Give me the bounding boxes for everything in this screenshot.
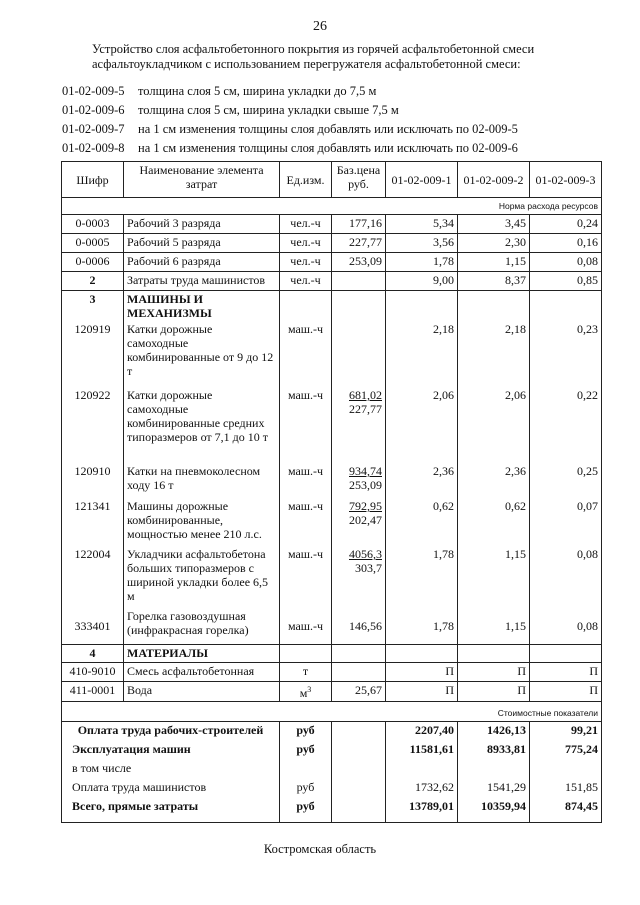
empty-cell	[332, 741, 386, 760]
empty-cell	[332, 760, 386, 779]
row-code: 0-0003	[62, 215, 124, 234]
variant-code: 01-02-009-8	[62, 141, 125, 155]
row-price	[332, 662, 386, 681]
row-code: 122004	[62, 546, 124, 608]
empty-cell	[458, 760, 530, 779]
empty-cell	[332, 644, 386, 662]
empty-cell	[530, 644, 602, 662]
row-code: 120922	[62, 387, 124, 463]
price-main: 681,02	[349, 388, 382, 402]
row-v3: 0,07	[530, 498, 602, 546]
row-name: Машины дорожные комбинированные, мощностью менее 210 л.с.	[124, 498, 280, 546]
section-unit: чел.-ч	[280, 272, 332, 291]
cost-unit: руб	[280, 798, 332, 822]
variant-text: толщина слоя 5 см, ширина укладки свыше 7,5 м	[138, 103, 399, 117]
section-row	[62, 291, 602, 322]
row-code: 411-0001	[62, 681, 124, 701]
row-name: Смесь асфальтобетонная	[124, 662, 280, 681]
variant-text: толщина слоя 5 см, ширина укладки до 7,5 м	[138, 84, 377, 98]
row-v2: П	[458, 681, 530, 701]
row-v2: 1,15	[458, 546, 530, 608]
row-price: 177,16	[332, 215, 386, 234]
row-name: Рабочий 6 разряда	[124, 253, 280, 272]
empty-cell	[386, 760, 458, 779]
empty-cell	[280, 760, 332, 779]
cost-v3: 151,85	[530, 779, 602, 798]
cost-name: Всего, прямые затраты	[62, 798, 280, 822]
row-price	[332, 498, 386, 546]
cost-row	[62, 760, 602, 779]
cost-v3: 99,21	[530, 721, 602, 741]
cost-v1: 11581,61	[386, 741, 458, 760]
variant-code: 01-02-009-5	[62, 84, 125, 98]
cost-unit: руб	[280, 741, 332, 760]
cost-v1: 2207,40	[386, 721, 458, 741]
section-price	[332, 272, 386, 291]
row-v3: П	[530, 681, 602, 701]
table-row	[62, 662, 602, 681]
row-v1: П	[386, 662, 458, 681]
section-v1: 9,00	[386, 272, 458, 291]
row-v2: 2,18	[458, 321, 530, 387]
row-unit: чел.-ч	[280, 253, 332, 272]
intro-text: Устройство слоя асфальтобетонного покрытия из горячей асфальтобетонной смеси асфальтоукладчиком с использованием перегружателя асфальтобетонной смеси:	[92, 42, 535, 71]
table-row	[62, 253, 602, 272]
table-row	[62, 387, 602, 463]
row-name: Катки дорожные самоходные комбинированные от 9 до 12 т	[124, 321, 280, 387]
variant-list	[62, 82, 622, 158]
section-name: Затраты труда машинистов	[124, 272, 280, 291]
section-name: МАТЕРИАЛЫ	[124, 644, 280, 662]
row-v3: 0,22	[530, 387, 602, 463]
table-row	[62, 234, 602, 253]
price-sub: 253,09	[349, 478, 382, 492]
empty-cell	[332, 721, 386, 741]
row-name: Рабочий 5 разряда	[124, 234, 280, 253]
norm-label-row	[62, 198, 602, 215]
row-unit: чел.-ч	[280, 215, 332, 234]
row-unit: маш.-ч	[280, 498, 332, 546]
row-name: Рабочий 3 разряда	[124, 215, 280, 234]
variant-item	[62, 120, 622, 139]
row-v2: 2,36	[458, 463, 530, 498]
row-price	[332, 546, 386, 608]
cost-name: Эксплуатация машин	[62, 741, 280, 760]
section-code: 4	[62, 644, 124, 662]
row-code: 0-0005	[62, 234, 124, 253]
section-v2: 8,37	[458, 272, 530, 291]
row-code: 120910	[62, 463, 124, 498]
cost-v2: 1541,29	[458, 779, 530, 798]
row-name: Горелка газовоздушная (инфракрасная горелка)	[124, 608, 280, 644]
variant-item	[62, 82, 622, 101]
row-v2: 1,15	[458, 253, 530, 272]
header-col3: 01-02-009-3	[530, 162, 602, 198]
cost-v3: 775,24	[530, 741, 602, 760]
cost-v1: 1732,62	[386, 779, 458, 798]
row-name: Вода	[124, 681, 280, 701]
price-main: 4056,3	[349, 547, 382, 561]
row-v2: 1,15	[458, 608, 530, 644]
price-main: 934,74	[349, 464, 382, 478]
row-v2: 0,62	[458, 498, 530, 546]
unit-base: м	[299, 685, 308, 700]
cost-unit: руб	[280, 721, 332, 741]
row-name: Укладчики асфальтобетона больших типоразмеров с шириной укладки более 6,5 м	[124, 546, 280, 608]
row-v3: 0,23	[530, 321, 602, 387]
row-unit: т	[280, 662, 332, 681]
cost-label-row	[62, 701, 602, 721]
cost-unit: руб	[280, 779, 332, 798]
row-v3: 0,16	[530, 234, 602, 253]
row-unit	[280, 681, 332, 701]
price-sub: 227,77	[349, 402, 382, 416]
row-price	[332, 321, 386, 387]
empty-cell	[386, 644, 458, 662]
section-code: 3	[62, 291, 124, 322]
price-sub: 202,47	[349, 513, 382, 527]
row-v1: 2,18	[386, 321, 458, 387]
header-row	[62, 162, 602, 198]
price-sub: 303,7	[355, 561, 382, 575]
header-name: Наименование элемента затрат	[124, 162, 280, 198]
row-v1: 5,34	[386, 215, 458, 234]
row-name: Катки дорожные самоходные комбинированные средних типоразмеров от 7,1 до 10 т	[124, 387, 280, 463]
row-v3: 0,08	[530, 608, 602, 644]
empty-cell	[332, 779, 386, 798]
price-main: 792,95	[349, 499, 382, 513]
row-v2: 3,45	[458, 215, 530, 234]
cost-row	[62, 779, 602, 798]
cost-name: Оплата труда машинистов	[62, 779, 280, 798]
row-price	[332, 463, 386, 498]
cost-v2: 8933,81	[458, 741, 530, 760]
cost-row	[62, 721, 602, 741]
row-unit: чел.-ч	[280, 234, 332, 253]
row-v2: П	[458, 662, 530, 681]
row-price	[332, 387, 386, 463]
cost-row	[62, 741, 602, 760]
row-code: 333401	[62, 608, 124, 644]
unit-superscript: 3	[307, 684, 312, 694]
empty-cell	[530, 760, 602, 779]
row-v1: 3,56	[386, 234, 458, 253]
row-price: 25,67	[332, 681, 386, 701]
variant-text: на 1 см изменения толщины слоя добавлять или исключать по 02-009-5	[138, 122, 518, 136]
table-row	[62, 608, 602, 644]
section-row	[62, 644, 602, 662]
row-unit: маш.-ч	[280, 321, 332, 387]
empty-cell	[332, 798, 386, 822]
resource-table	[61, 161, 602, 823]
page-number: 26	[313, 19, 327, 34]
row-unit: маш.-ч	[280, 387, 332, 463]
cost-row	[62, 798, 602, 822]
row-code: 120919	[62, 321, 124, 387]
section-name: МАШИНЫ И МЕХАНИЗМЫ	[124, 291, 280, 322]
row-v1: 1,78	[386, 608, 458, 644]
row-v1: 2,06	[386, 387, 458, 463]
row-v2: 2,06	[458, 387, 530, 463]
row-v1: 1,78	[386, 546, 458, 608]
table-row	[62, 463, 602, 498]
variant-text: на 1 см изменения толщины слоя добавлять или исключать по 02-009-6	[138, 141, 518, 155]
row-v3: 0,24	[530, 215, 602, 234]
row-price: 146,56	[332, 608, 386, 644]
cost-v2: 1426,13	[458, 721, 530, 741]
row-name: Катки на пневмоколесном ходу 16 т	[124, 463, 280, 498]
cost-name: в том числе	[62, 760, 280, 779]
row-code: 121341	[62, 498, 124, 546]
header-unit: Ед.изм.	[280, 162, 332, 198]
cost-v3: 874,45	[530, 798, 602, 822]
header-col2: 01-02-009-2	[458, 162, 530, 198]
empty-cell	[280, 291, 332, 322]
empty-cell	[458, 644, 530, 662]
row-v1: П	[386, 681, 458, 701]
empty-cell	[530, 291, 602, 322]
table-row	[62, 498, 602, 546]
norm-label: Норма расхода ресурсов	[62, 198, 602, 215]
row-unit: маш.-ч	[280, 546, 332, 608]
cost-name: Оплата труда рабочих-строителей	[62, 721, 280, 741]
row-v3: 0,08	[530, 253, 602, 272]
header-price: Баз.цена руб.	[332, 162, 386, 198]
row-unit: маш.-ч	[280, 608, 332, 644]
cost-label: Стоимостные показатели	[62, 701, 602, 721]
row-v3: П	[530, 662, 602, 681]
row-v1: 0,62	[386, 498, 458, 546]
empty-cell	[386, 291, 458, 322]
footer-region: Костромская область	[263, 842, 377, 856]
variant-item	[62, 139, 622, 158]
row-v1: 2,36	[386, 463, 458, 498]
row-price: 227,77	[332, 234, 386, 253]
header-col1: 01-02-009-1	[386, 162, 458, 198]
table-row	[62, 546, 602, 608]
section-code: 2	[62, 272, 124, 291]
row-v2: 2,30	[458, 234, 530, 253]
empty-cell	[458, 291, 530, 322]
table-row	[62, 321, 602, 387]
row-price: 253,09	[332, 253, 386, 272]
cost-v2: 10359,94	[458, 798, 530, 822]
row-v3: 0,25	[530, 463, 602, 498]
section-v3: 0,85	[530, 272, 602, 291]
row-v1: 1,78	[386, 253, 458, 272]
row-v3: 0,08	[530, 546, 602, 608]
variant-code: 01-02-009-6	[62, 103, 125, 117]
section-row	[62, 272, 602, 291]
empty-cell	[280, 644, 332, 662]
cost-v1: 13789,01	[386, 798, 458, 822]
header-code: Шифр	[62, 162, 124, 198]
variant-code: 01-02-009-7	[62, 122, 125, 136]
table-row	[62, 681, 602, 701]
empty-cell	[332, 291, 386, 322]
row-code: 0-0006	[62, 253, 124, 272]
row-code: 410-9010	[62, 662, 124, 681]
row-unit: маш.-ч	[280, 463, 332, 498]
table-row	[62, 215, 602, 234]
variant-item	[62, 101, 622, 120]
